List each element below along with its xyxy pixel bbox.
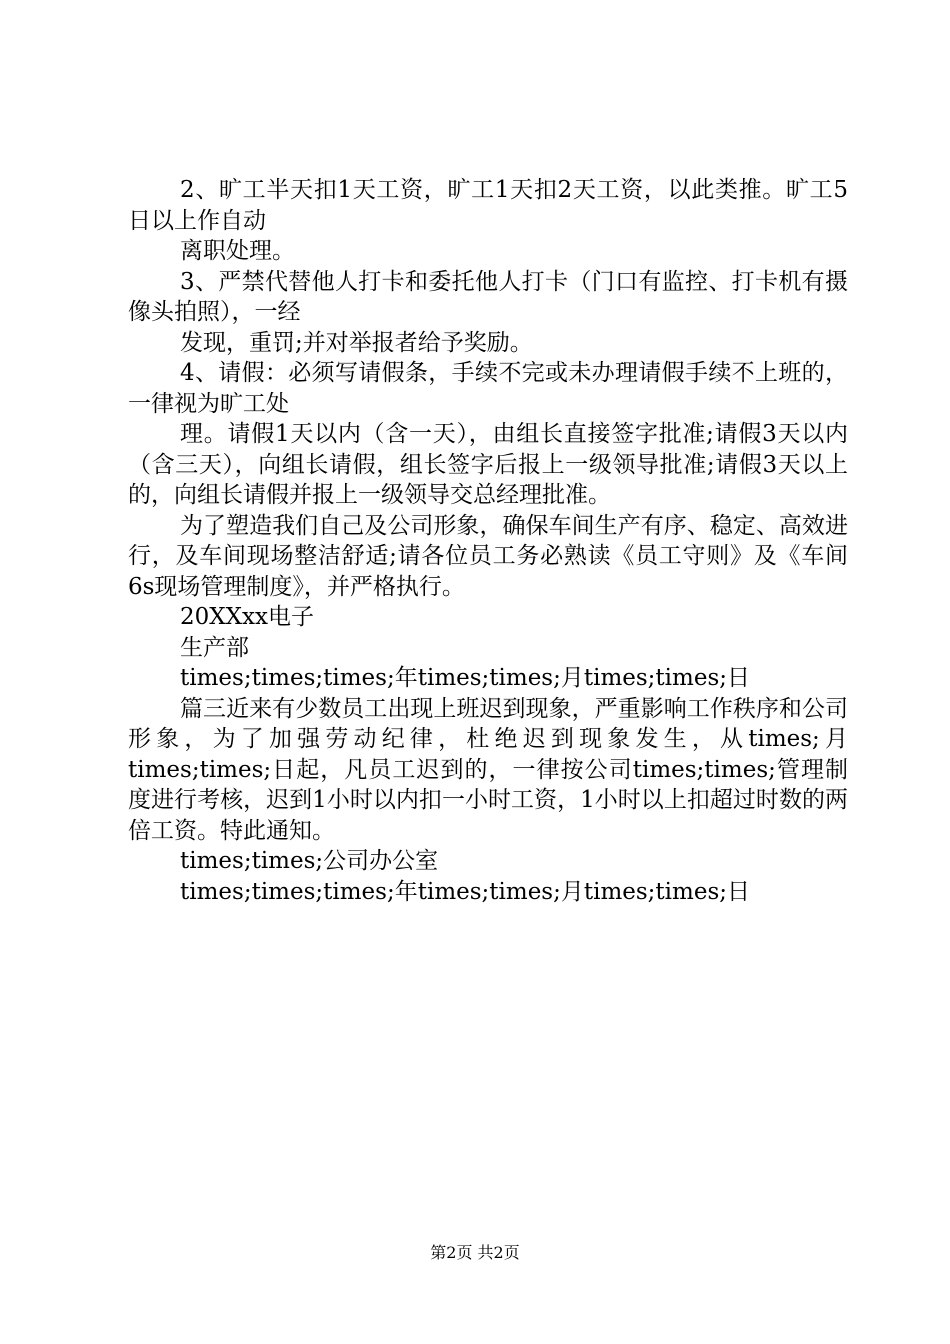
signature-office: times;times;公司办公室 <box>180 848 439 874</box>
signature-company: 20XXxx电子 <box>180 604 314 630</box>
signature-date: times;times;times;年times;times;月times;times;日 <box>180 665 751 691</box>
signature-date-2: times;times;times;年times;times;月times;times;日 <box>180 878 751 905</box>
paragraph-leave-rule-cont: 理。请假1天以内（含一天），由组长直接签字批准;请假3天以内（含三天），向组长请假，组长签字后报上一级领导批准;请假3天以上的，向组长请假并报上一级领导交总经理批准。 <box>128 421 848 508</box>
paragraph-clock-in-rule: 3、严禁代替他人打卡和委托他人打卡（门口有监控、打卡机有摄像头拍照），一经 <box>128 268 848 325</box>
paragraph-absence-rule-cont: 离职处理。 <box>180 238 295 264</box>
paragraph-closing-statement: 为了塑造我们自己及公司形象，确保车间生产有序、稳定、高效进行，及车间现场整洁舒适;请各位员工务必熟读《员工守则》及《车间6s现场管理制度》，并严格执行。 <box>128 512 848 600</box>
page-number-footer: 第2页 共2页 <box>430 1243 520 1262</box>
paragraph-clock-in-rule-cont: 发现，重罚;并对举报者给予奖励。 <box>180 329 533 356</box>
paragraph-absence-rule: 2、旷工半天扣1天工资，旷工1天扣2天工资，以此类推。旷工5日以上作自动 <box>128 177 848 234</box>
signature-department: 生产部 <box>180 634 249 661</box>
paragraph-leave-rule: 4、请假：必须写请假条，手续不完或未办理请假手续不上班的，一律视为旷工处 <box>128 360 848 417</box>
document-body <box>128 175 848 907</box>
paragraph-lateness-notice: 篇三近来有少数员工出现上班迟到现象，严重影响工作秩序和公司形象，为了加强劳动纪律，杜绝迟到现象发生，从times;月times;times;日起，凡员工迟到的，一律按公司times;times;管理制度进行考核，迟到1小时以内扣一小时工资，1小时以上扣超过时数的两倍工资。特此通知。 <box>128 695 848 844</box>
